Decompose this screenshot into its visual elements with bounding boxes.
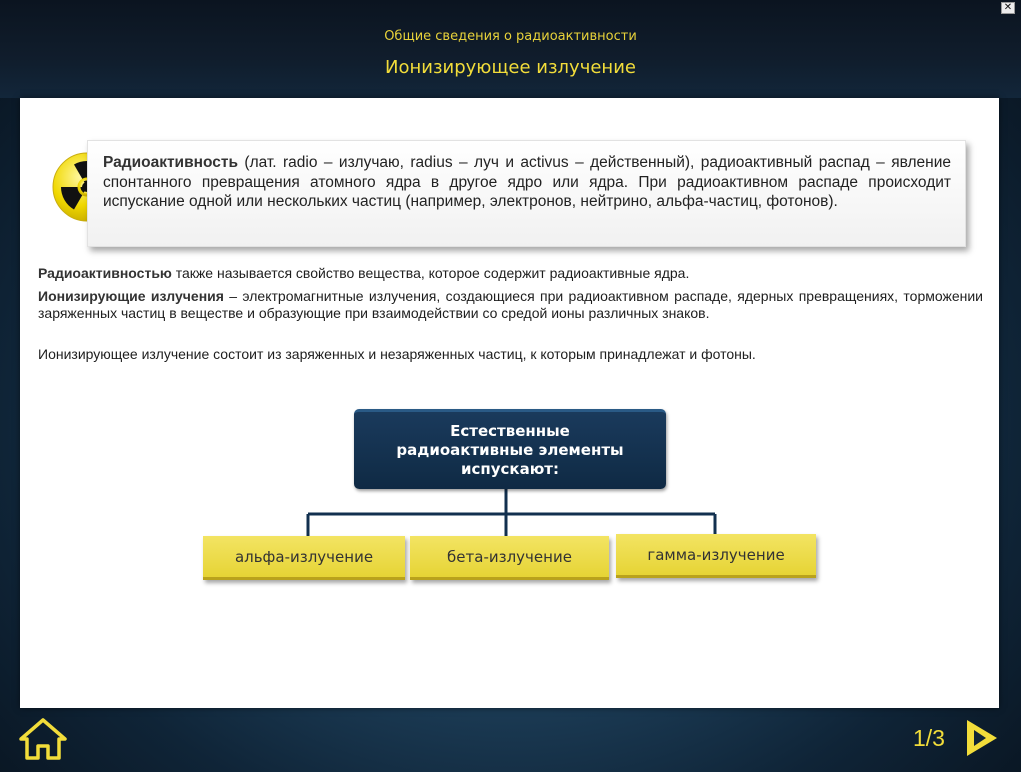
home-icon[interactable] <box>18 717 68 761</box>
leaf-alpha-radiation: альфа-излучение <box>203 536 405 580</box>
section-subtitle: Общие сведения о радиоактивности <box>384 29 637 44</box>
paragraph-composition: Ионизирующее излучение состоит из заряженных и незаряженных частиц, к которым принадлежат и фотоны. <box>38 346 756 362</box>
leaf-gamma-radiation: гамма-излучение <box>616 534 816 578</box>
definition-text: Радиоактивность (лат. radio – излучаю, radius – луч и activus – действенный), радиоактивный распад – явление спонтанного превращения атомного ядра в другое ядро или ядра. При радиоактивном распаде происходит испускание одной или нескольких частиц (например, электронов, нейтрино, альфа-частиц, фотонов). <box>103 154 951 210</box>
header-bar <box>0 0 1021 98</box>
next-arrow-icon[interactable] <box>964 718 1000 758</box>
paragraph-radioactivity: Радиоактивностью также называется свойство вещества, которое содержит радиоактивные ядра. <box>38 265 690 281</box>
definition-term: Радиоактивность <box>103 154 238 171</box>
content-panel <box>20 98 999 708</box>
diagram-connectors <box>20 98 999 708</box>
leaf-beta-radiation: бета-излучение <box>410 536 609 580</box>
close-button[interactable]: ✕ <box>1001 2 1015 14</box>
page-title: Ионизирующее излучение <box>385 57 636 78</box>
paragraph-ionizing: Ионизирующие излучения – электромагнитные излучения, создающиеся при радиоактивном распаде, ядерных превращениях, торможении заряженных частиц в веществе и образующие при взаимодействии со средой ионы различных знаков. <box>38 288 984 321</box>
diagram-root-node: Естественные радиоактивные элементы испускают: <box>354 409 666 489</box>
page-indicator: 1/3 <box>913 725 945 751</box>
